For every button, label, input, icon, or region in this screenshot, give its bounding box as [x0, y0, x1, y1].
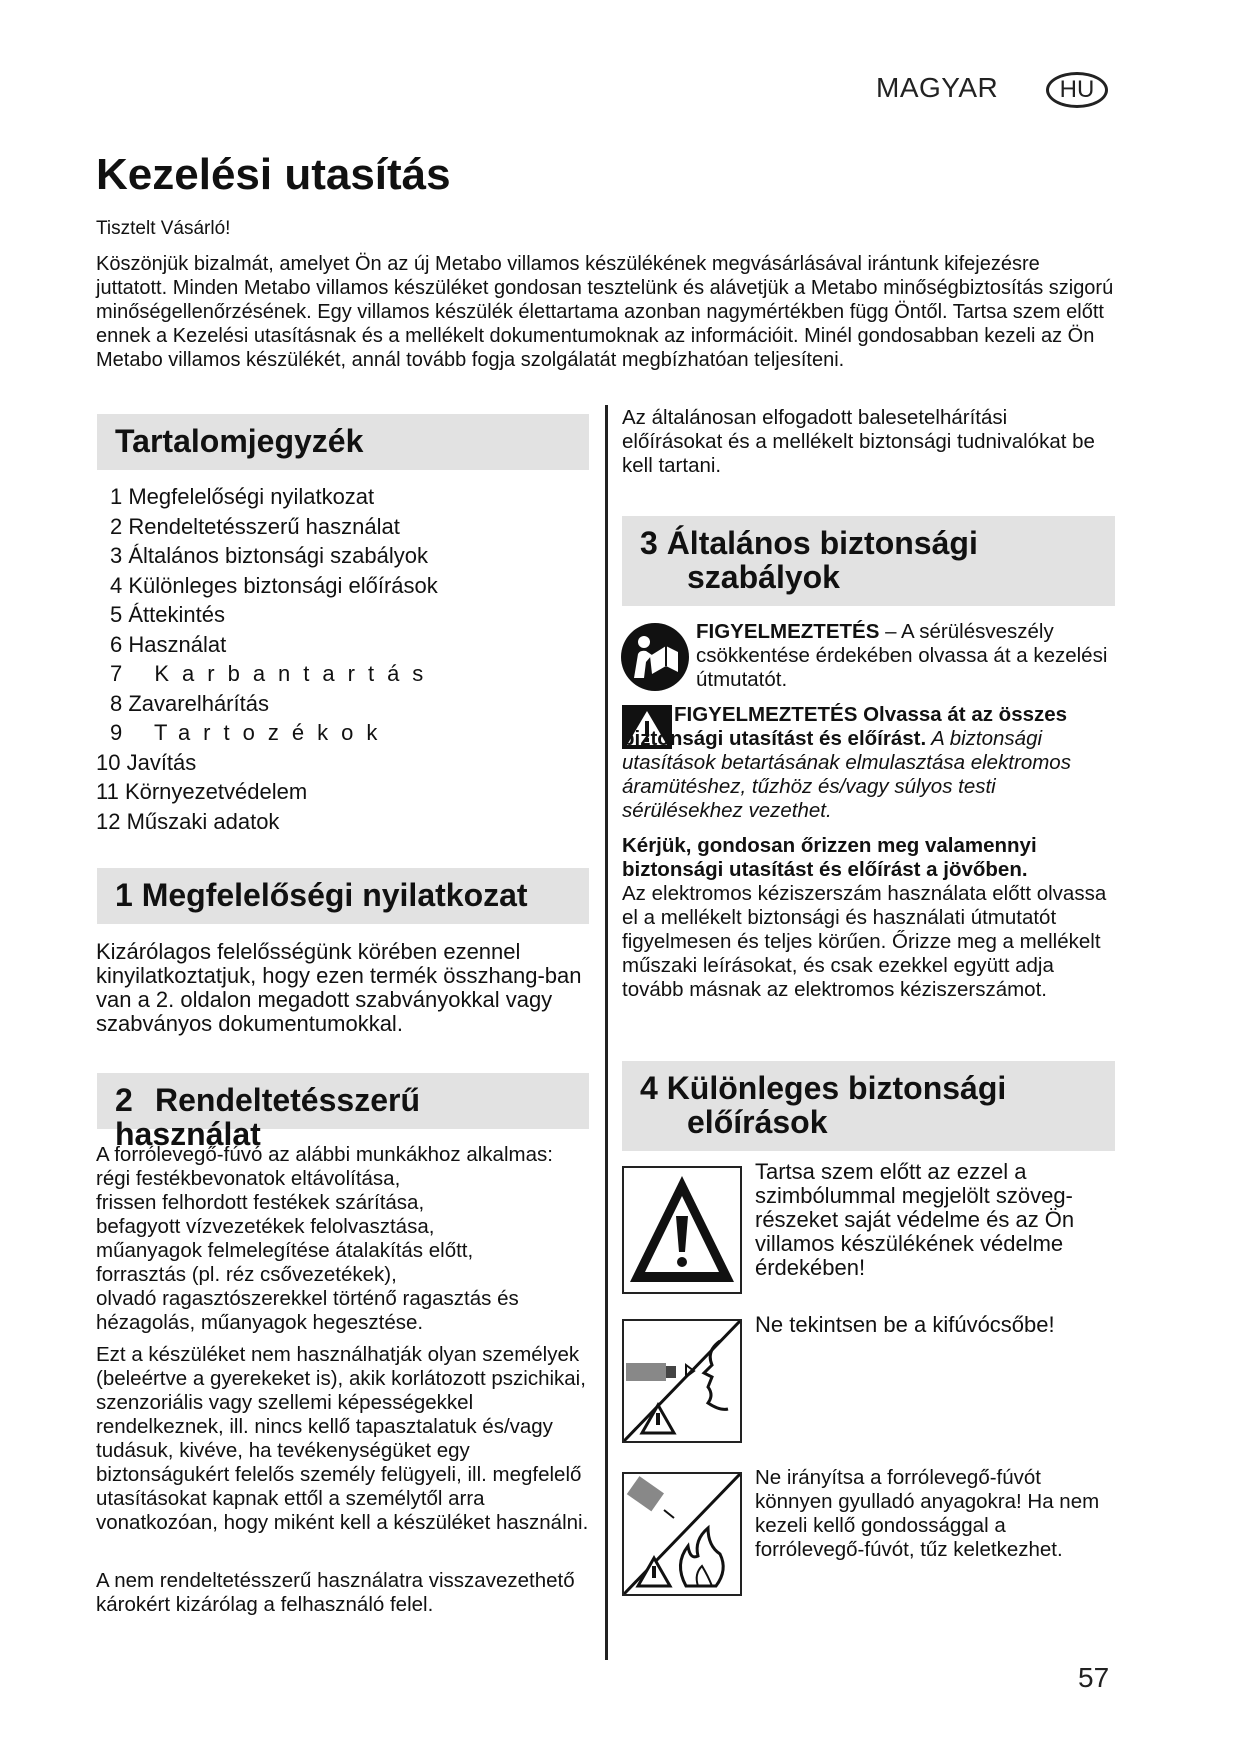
language-label: MAGYAR — [876, 72, 999, 103]
section-2-uses — [96, 1143, 606, 1335]
section-3-number: 3 — [640, 525, 658, 561]
section-4-heading — [622, 1061, 1115, 1151]
intro-paragraph: Köszönjük bizalmát, amelyet Ön az új Metabo villamos készülékének megvásárlásával irántunk kifejezésre juttatott. Minden Metabo villamos készüléket gondosan tesztelünk és alávetjük a Metabo minőségbiztosítás szigorú minőségellenőrzésének. Egy villamos készülék élettartama azonban nagymértékben függ Öntől. Tartsa szem előtt ennek a Kezelési utasításnak és a mellékelt dokumentumoknak az információit. Minél gondosabban kezeli az Ön Metabo villamos készülékét, annál tovább fogja szolgálatát megbízhatóan teljesíteni. — [96, 253, 1114, 371]
section-1-text: Kizárólagos felelősségünk körében ezennel kinyilatkoztatjuk, hogy ezen termék összhang-ban van a 2. oldalon megadott szabványokkal vagy szabványos dokumentumokkal. — [96, 939, 582, 1036]
warning-2-text: A biztonsági utasítások betartásának elmulasztása elektromos áramütéshez, tűzhöz és/vagy súlyos testi sérülésekhez vezethet. — [622, 727, 1071, 822]
table-of-contents — [96, 482, 576, 836]
toc-item[interactable]: 9 Tartozékok — [110, 720, 391, 745]
toc-item[interactable]: 1 Megfelelőségi nyilatkozat — [110, 484, 375, 509]
toc-item[interactable]: 3 Általános biztonsági szabályok — [110, 543, 428, 568]
section-2-para-2: Ezt a készüléket nem használhatják olyan személyek (beleértve a gyerekeket is), akik korlátozott pszichikai, szenzoriális vagy szellemi képességekkel rendelkeznek, ill. nincs kellő tapasztalatuk és/vagy tudásuk, kivéve, ha tevékenységüket egy biztonságukért felelős személy felügyeli, ill. megfelelő utasításokat kapnak ettől a személytől arra vonatkozóan, hogy miként kell a készüléket használni. — [96, 1343, 589, 1534]
keep-instructions-bold: Kérjük, gondosan őrizzen meg valamennyi biztonsági utasítást és előírást a jövőben. — [622, 834, 1037, 881]
toc-item[interactable]: 8 Zavarelhárítás — [110, 690, 269, 716]
warning-2-label: FIGYELMEZTETÉS Olvassa át az összes biztonsági utasítást és előírást. — [622, 703, 1068, 750]
toc-item[interactable]: 2 Rendeltetésszerű használat — [110, 513, 400, 539]
toc-heading: Tartalomjegyzék — [97, 414, 589, 470]
read-manual-icon — [620, 622, 690, 692]
warning-1 — [696, 620, 1116, 692]
section-1-heading: 1 Megfelelőségi nyilatkozat — [97, 868, 589, 924]
warning-2 — [622, 703, 1117, 823]
page-title: Kezelési utasítás — [96, 150, 451, 199]
warning-1-label: FIGYELMEZTETÉS — [696, 620, 880, 643]
warning-1-text: – A sérülésveszély csökkentése érdekében olvassa át a kezelési útmutatót. — [696, 620, 1108, 691]
section-2-title: Rendeltetésszerű használat — [115, 1082, 420, 1152]
toc-item[interactable]: 6 Használat — [110, 631, 227, 657]
warning-triangle-icon — [622, 1166, 742, 1294]
toc-item[interactable]: 7 Karbantartás — [110, 661, 437, 686]
use-line: A forrólevegő-fúvó az alábbi munkákhoz alkalmas: — [96, 1143, 553, 1166]
toc-item[interactable]: 11 Környezetvédelem — [96, 779, 308, 804]
section-3-heading — [622, 516, 1115, 606]
toc-item[interactable]: 12 Műszaki adatok — [96, 808, 280, 834]
section-4-title-line-1: Különleges biztonsági — [666, 1070, 1007, 1106]
greeting: Tisztelt Vásárló! — [96, 218, 231, 239]
toc-item[interactable]: 5 Áttekintés — [110, 602, 225, 627]
keep-instructions — [622, 834, 1115, 1002]
special-item-1-text: Tartsa szem előtt az ezzel a szimbólummal megjelölt szöveg-részeket saját védelme és az Ön villamos készülékének védelme érdekében! — [755, 1159, 1075, 1280]
special-item-3-text: Ne irányítsa a forrólevegő-fúvót könnyen gyulladó anyagokra! Ha nem kezeli kellő gondossággal a forrólevegő-fúvót, tűz keletkezhet. — [755, 1466, 1100, 1561]
flammable-warning-icon — [622, 1472, 742, 1596]
use-line: műanyagok felmelegítése átalakítás előtt, — [96, 1239, 474, 1262]
page-number: 57 — [1078, 1662, 1110, 1693]
column-divider — [605, 405, 608, 1660]
toc-item[interactable]: 10 Javítás — [96, 749, 197, 775]
section-4-title-line-2: előírások — [687, 1104, 828, 1140]
special-item-2-text: Ne tekintsen be a kifúvócsőbe! — [755, 1312, 1055, 1337]
use-line: befagyott vízvezetékek felolvasztása, — [96, 1215, 435, 1238]
no-look-nozzle-icon — [622, 1319, 742, 1443]
use-line: olvadó ragasztószerekkel történő ragasztás és hézagolás, műanyagok hegesztése. — [96, 1287, 519, 1334]
section-2-number: 2 — [115, 1082, 133, 1118]
use-line: frissen felhordott festékek szárítása, — [96, 1191, 425, 1214]
keep-instructions-text: Az elektromos kéziszerszám használata előtt olvassa el a mellékelt biztonsági és használati útmutatót figyelmesen és teljes körűen. Őrizze meg a mellékelt műszaki leírásokat, és csak ezekkel együtt adja tovább másnak az elektromos kéziszerszámot. — [622, 882, 1107, 1001]
section-4-number: 4 — [640, 1070, 658, 1106]
section-2-heading — [97, 1073, 589, 1152]
use-line: forrasztás (pl. réz csővezetékek), — [96, 1263, 397, 1286]
toc-item[interactable]: 4 Különleges biztonsági előírások — [110, 572, 438, 598]
section-3-title-line-1: Általános biztonsági — [666, 525, 978, 561]
use-line: régi festékbevonatok eltávolítása, — [96, 1167, 401, 1190]
section-2-para-3: A nem rendeltetésszerű használatra visszavezethető károkért kizárólag a felhasználó felel. — [96, 1569, 575, 1616]
right-intro: Az általánosan elfogadott balesetelhárítási előírásokat és a mellékelt biztonsági tudnivalókat be kell tartani. — [622, 406, 1095, 477]
language-code-badge: HU — [1046, 72, 1108, 108]
section-3-title-line-2: szabályok — [687, 559, 840, 595]
